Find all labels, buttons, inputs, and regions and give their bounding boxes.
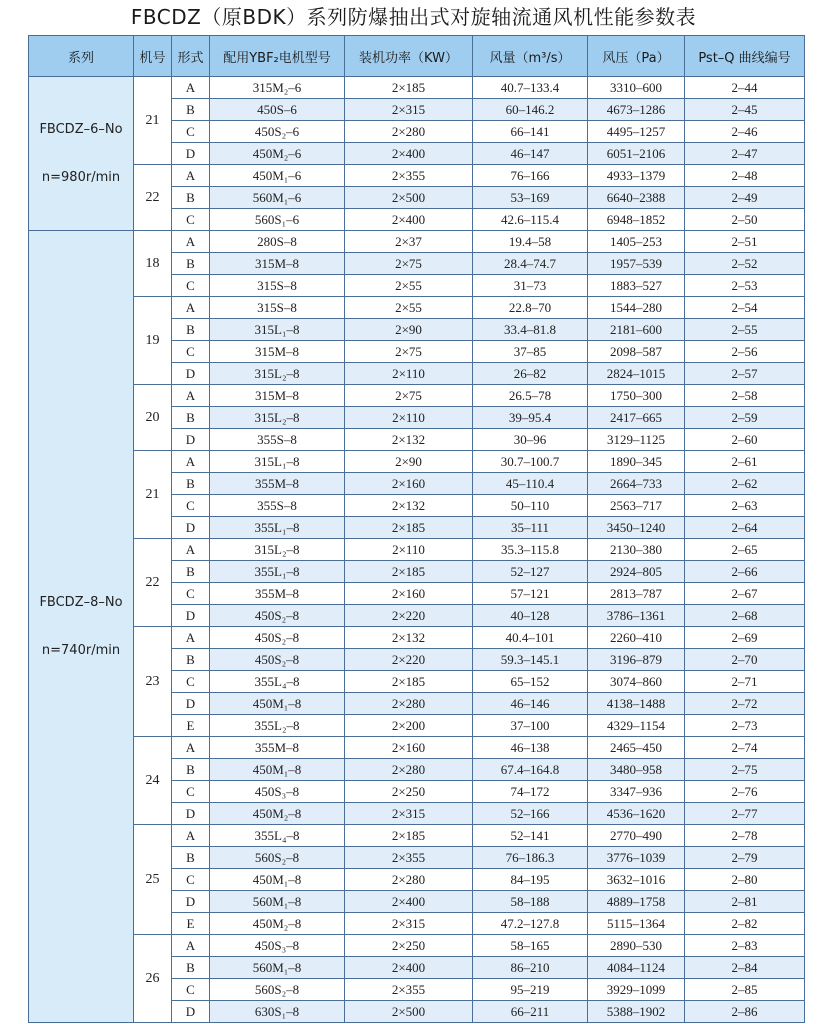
motor-cell: 450M₁–8 (210, 869, 345, 891)
power-cell: 2×55 (345, 297, 473, 319)
motor-cell: 355L₄–8 (210, 671, 345, 693)
motor-cell: 315M–8 (210, 385, 345, 407)
machine-no-cell: 21 (134, 451, 172, 539)
col-header-form: 形式 (172, 36, 210, 77)
power-cell: 2×355 (345, 847, 473, 869)
flow-cell: 86–210 (473, 957, 588, 979)
machine-no-cell: 19 (134, 297, 172, 385)
motor-cell: 560S₂–8 (210, 847, 345, 869)
pressure-cell: 5115–1364 (588, 913, 685, 935)
power-cell: 2×185 (345, 561, 473, 583)
curve-cell: 2–52 (685, 253, 805, 275)
form-cell: A (172, 825, 210, 847)
flow-cell: 59.3–145.1 (473, 649, 588, 671)
flow-cell: 40.4–101 (473, 627, 588, 649)
motor-cell: 450S–6 (210, 99, 345, 121)
motor-cell: 355L₂–8 (210, 715, 345, 737)
power-cell: 2×315 (345, 913, 473, 935)
table-row (29, 935, 805, 957)
curve-cell: 2–48 (685, 165, 805, 187)
motor-cell: 355M–8 (210, 583, 345, 605)
power-cell: 2×220 (345, 605, 473, 627)
curve-cell: 2–69 (685, 627, 805, 649)
flow-cell: 52–141 (473, 825, 588, 847)
pressure-cell: 3632–1016 (588, 869, 685, 891)
pressure-cell: 1405–253 (588, 231, 685, 253)
motor-cell: 560S₂–8 (210, 979, 345, 1001)
curve-cell: 2–47 (685, 143, 805, 165)
pressure-cell: 4329–1154 (588, 715, 685, 737)
motor-cell: 450S₂–6 (210, 121, 345, 143)
pressure-cell: 4536–1620 (588, 803, 685, 825)
form-cell: B (172, 847, 210, 869)
form-cell: D (172, 803, 210, 825)
motor-cell: 450M₁–8 (210, 693, 345, 715)
machine-no-cell: 26 (134, 935, 172, 1023)
form-cell: D (172, 891, 210, 913)
motor-cell: 315L₁–8 (210, 451, 345, 473)
pressure-cell: 2563–717 (588, 495, 685, 517)
flow-cell: 58–165 (473, 935, 588, 957)
machine-no-cell: 23 (134, 627, 172, 737)
form-cell: A (172, 627, 210, 649)
power-cell: 2×400 (345, 143, 473, 165)
curve-cell: 2–51 (685, 231, 805, 253)
pressure-cell: 3196–879 (588, 649, 685, 671)
form-cell: A (172, 77, 210, 99)
form-cell: D (172, 693, 210, 715)
flow-cell: 47.2–127.8 (473, 913, 588, 935)
flow-cell: 57–121 (473, 583, 588, 605)
flow-cell: 19.4–58 (473, 231, 588, 253)
flow-cell: 53–169 (473, 187, 588, 209)
pressure-cell: 2130–380 (588, 539, 685, 561)
motor-cell: 450S₂–8 (210, 605, 345, 627)
table-row (29, 825, 805, 847)
power-cell: 2×75 (345, 341, 473, 363)
curve-cell: 2–55 (685, 319, 805, 341)
flow-cell: 30.7–100.7 (473, 451, 588, 473)
col-header-power: 装机功率（KW） (345, 36, 473, 77)
form-cell: B (172, 561, 210, 583)
machine-no-cell: 24 (134, 737, 172, 825)
motor-cell: 355L₄–8 (210, 825, 345, 847)
flow-cell: 76–166 (473, 165, 588, 187)
flow-cell: 46–138 (473, 737, 588, 759)
motor-cell: 315M–8 (210, 341, 345, 363)
flow-cell: 30–96 (473, 429, 588, 451)
form-cell: D (172, 143, 210, 165)
flow-cell: 40–128 (473, 605, 588, 627)
form-cell: C (172, 275, 210, 297)
table-row (29, 627, 805, 649)
flow-cell: 74–172 (473, 781, 588, 803)
motor-cell: 560M₁–8 (210, 891, 345, 913)
power-cell: 2×400 (345, 209, 473, 231)
power-cell: 2×220 (345, 649, 473, 671)
curve-cell: 2–44 (685, 77, 805, 99)
flow-cell: 66–141 (473, 121, 588, 143)
motor-cell: 450M₁–8 (210, 759, 345, 781)
power-cell: 2×400 (345, 957, 473, 979)
motor-cell: 355M–8 (210, 473, 345, 495)
curve-cell: 2–46 (685, 121, 805, 143)
pressure-cell: 4673–1286 (588, 99, 685, 121)
motor-cell: 315S–8 (210, 297, 345, 319)
power-cell: 2×37 (345, 231, 473, 253)
motor-cell: 355L₁–8 (210, 517, 345, 539)
curve-cell: 2–86 (685, 1001, 805, 1023)
col-header-pressure: 风压（Pa） (588, 36, 685, 77)
motor-cell: 315S–8 (210, 275, 345, 297)
pressure-cell: 2824–1015 (588, 363, 685, 385)
form-cell: C (172, 979, 210, 1001)
form-cell: A (172, 385, 210, 407)
motor-cell: 280S–8 (210, 231, 345, 253)
curve-cell: 2–58 (685, 385, 805, 407)
form-cell: D (172, 1001, 210, 1023)
curve-cell: 2–68 (685, 605, 805, 627)
curve-cell: 2–79 (685, 847, 805, 869)
power-cell: 2×250 (345, 781, 473, 803)
machine-no-cell: 22 (134, 539, 172, 627)
form-cell: B (172, 957, 210, 979)
pressure-cell: 1957–539 (588, 253, 685, 275)
form-cell: B (172, 187, 210, 209)
form-cell: B (172, 759, 210, 781)
power-cell: 2×500 (345, 187, 473, 209)
series-name: FBCDZ–8–No (39, 594, 123, 610)
power-cell: 2×132 (345, 429, 473, 451)
motor-cell: 355L₁–8 (210, 561, 345, 583)
motor-cell: 315M–8 (210, 253, 345, 275)
power-cell: 2×75 (345, 253, 473, 275)
power-cell: 2×110 (345, 407, 473, 429)
pressure-cell: 2181–600 (588, 319, 685, 341)
curve-cell: 2–78 (685, 825, 805, 847)
flow-cell: 35–111 (473, 517, 588, 539)
pressure-cell: 1750–300 (588, 385, 685, 407)
pressure-cell: 4933–1379 (588, 165, 685, 187)
curve-cell: 2–77 (685, 803, 805, 825)
form-cell: C (172, 209, 210, 231)
pressure-cell: 1890–345 (588, 451, 685, 473)
curve-cell: 2–81 (685, 891, 805, 913)
motor-cell: 315L₁–8 (210, 319, 345, 341)
curve-cell: 2–85 (685, 979, 805, 1001)
form-cell: E (172, 913, 210, 935)
curve-cell: 2–49 (685, 187, 805, 209)
col-header-curve: Pst–Q 曲线编号 (685, 36, 805, 77)
table-row (29, 539, 805, 561)
pressure-cell: 3129–1125 (588, 429, 685, 451)
pressure-cell: 2664–733 (588, 473, 685, 495)
power-cell: 2×90 (345, 451, 473, 473)
form-cell: A (172, 539, 210, 561)
form-cell: A (172, 935, 210, 957)
form-cell: C (172, 869, 210, 891)
flow-cell: 46–146 (473, 693, 588, 715)
table-row (29, 77, 805, 99)
series-cell (29, 231, 134, 1023)
power-cell: 2×185 (345, 671, 473, 693)
power-cell: 2×90 (345, 319, 473, 341)
col-header-series: 系列 (29, 36, 134, 77)
form-cell: D (172, 605, 210, 627)
flow-cell: 22.8–70 (473, 297, 588, 319)
curve-cell: 2–72 (685, 693, 805, 715)
power-cell: 2×160 (345, 583, 473, 605)
motor-cell: 355S–8 (210, 429, 345, 451)
motor-cell: 450M₂–8 (210, 913, 345, 935)
curve-cell: 2–57 (685, 363, 805, 385)
motor-cell: 315L₂–8 (210, 407, 345, 429)
flow-cell: 60–146.2 (473, 99, 588, 121)
pressure-cell: 6051–2106 (588, 143, 685, 165)
form-cell: D (172, 517, 210, 539)
power-cell: 2×110 (345, 539, 473, 561)
table-header-row (29, 36, 805, 77)
machine-no-cell: 20 (134, 385, 172, 451)
pressure-cell: 3786–1361 (588, 605, 685, 627)
motor-cell: 355M–8 (210, 737, 345, 759)
flow-cell: 65–152 (473, 671, 588, 693)
power-cell: 2×110 (345, 363, 473, 385)
form-cell: E (172, 715, 210, 737)
flow-cell: 52–127 (473, 561, 588, 583)
pressure-cell: 6948–1852 (588, 209, 685, 231)
motor-cell: 450S₂–8 (210, 649, 345, 671)
curve-cell: 2–66 (685, 561, 805, 583)
flow-cell: 84–195 (473, 869, 588, 891)
table-row (29, 231, 805, 253)
motor-cell: 315L₂–8 (210, 363, 345, 385)
machine-no-cell: 18 (134, 231, 172, 297)
machine-no-cell: 25 (134, 825, 172, 935)
curve-cell: 2–75 (685, 759, 805, 781)
curve-cell: 2–76 (685, 781, 805, 803)
curve-cell: 2–56 (685, 341, 805, 363)
curve-cell: 2–50 (685, 209, 805, 231)
flow-cell: 50–110 (473, 495, 588, 517)
power-cell: 2×132 (345, 495, 473, 517)
table-row (29, 165, 805, 187)
form-cell: B (172, 473, 210, 495)
curve-cell: 2–74 (685, 737, 805, 759)
curve-cell: 2–59 (685, 407, 805, 429)
pressure-cell: 4889–1758 (588, 891, 685, 913)
series-speed: n=740r/min (41, 642, 121, 658)
curve-cell: 2–71 (685, 671, 805, 693)
form-cell: C (172, 583, 210, 605)
curve-cell: 2–80 (685, 869, 805, 891)
motor-cell: 450M₂–8 (210, 803, 345, 825)
flow-cell: 52–166 (473, 803, 588, 825)
flow-cell: 33.4–81.8 (473, 319, 588, 341)
power-cell: 2×315 (345, 99, 473, 121)
pressure-cell: 3347–936 (588, 781, 685, 803)
flow-cell: 40.7–133.4 (473, 77, 588, 99)
curve-cell: 2–60 (685, 429, 805, 451)
form-cell: C (172, 671, 210, 693)
pressure-cell: 3776–1039 (588, 847, 685, 869)
pressure-cell: 3929–1099 (588, 979, 685, 1001)
pressure-cell: 6640–2388 (588, 187, 685, 209)
power-cell: 2×132 (345, 627, 473, 649)
flow-cell: 39–95.4 (473, 407, 588, 429)
power-cell: 2×280 (345, 121, 473, 143)
pressure-cell: 4138–1488 (588, 693, 685, 715)
flow-cell: 31–73 (473, 275, 588, 297)
curve-cell: 2–83 (685, 935, 805, 957)
col-header-no: 机号 (134, 36, 172, 77)
table-row (29, 737, 805, 759)
pressure-cell: 1883–527 (588, 275, 685, 297)
power-cell: 2×185 (345, 825, 473, 847)
flow-cell: 45–110.4 (473, 473, 588, 495)
curve-cell: 2–73 (685, 715, 805, 737)
pressure-cell: 3480–958 (588, 759, 685, 781)
table-row (29, 385, 805, 407)
power-cell: 2×55 (345, 275, 473, 297)
power-cell: 2×280 (345, 759, 473, 781)
machine-no-cell: 21 (134, 77, 172, 165)
flow-cell: 37–85 (473, 341, 588, 363)
curve-cell: 2–61 (685, 451, 805, 473)
motor-cell: 560M₁–6 (210, 187, 345, 209)
form-cell: D (172, 363, 210, 385)
col-header-flow: 风量（m³/s） (473, 36, 588, 77)
flow-cell: 35.3–115.8 (473, 539, 588, 561)
curve-cell: 2–82 (685, 913, 805, 935)
motor-cell: 630S₁–8 (210, 1001, 345, 1023)
form-cell: B (172, 407, 210, 429)
pressure-cell: 2813–787 (588, 583, 685, 605)
power-cell: 2×160 (345, 737, 473, 759)
form-cell: A (172, 297, 210, 319)
power-cell: 2×280 (345, 693, 473, 715)
form-cell: B (172, 649, 210, 671)
pressure-cell: 3074–860 (588, 671, 685, 693)
form-cell: B (172, 319, 210, 341)
col-header-motor: 配用YBF₂电机型号 (210, 36, 345, 77)
pressure-cell: 2890–530 (588, 935, 685, 957)
form-cell: C (172, 341, 210, 363)
flow-cell: 76–186.3 (473, 847, 588, 869)
table-row (29, 451, 805, 473)
curve-cell: 2–54 (685, 297, 805, 319)
form-cell: D (172, 429, 210, 451)
series-speed: n=980r/min (41, 169, 121, 185)
flow-cell: 66–211 (473, 1001, 588, 1023)
power-cell: 2×185 (345, 77, 473, 99)
power-cell: 2×185 (345, 517, 473, 539)
performance-table (28, 35, 805, 1023)
series-name: FBCDZ–6–No (39, 121, 123, 137)
pressure-cell: 2098–587 (588, 341, 685, 363)
curve-cell: 2–53 (685, 275, 805, 297)
flow-cell: 58–188 (473, 891, 588, 913)
motor-cell: 450S₂–8 (210, 627, 345, 649)
form-cell: A (172, 737, 210, 759)
pressure-cell: 4084–1124 (588, 957, 685, 979)
flow-cell: 46–147 (473, 143, 588, 165)
flow-cell: 37–100 (473, 715, 588, 737)
curve-cell: 2–62 (685, 473, 805, 495)
form-cell: A (172, 165, 210, 187)
page-title: FBCDZ（原BDK）系列防爆抽出式对旋轴流通风机性能参数表 (130, 5, 697, 29)
power-cell: 2×500 (345, 1001, 473, 1023)
pressure-cell: 5388–1902 (588, 1001, 685, 1023)
motor-cell: 450M₂–6 (210, 143, 345, 165)
flow-cell: 28.4–74.7 (473, 253, 588, 275)
flow-cell: 26.5–78 (473, 385, 588, 407)
machine-no-cell: 22 (134, 165, 172, 231)
motor-cell: 450M₁–6 (210, 165, 345, 187)
form-cell: C (172, 781, 210, 803)
motor-cell: 355S–8 (210, 495, 345, 517)
curve-cell: 2–63 (685, 495, 805, 517)
power-cell: 2×250 (345, 935, 473, 957)
power-cell: 2×355 (345, 165, 473, 187)
power-cell: 2×280 (345, 869, 473, 891)
motor-cell: 315M₂–6 (210, 77, 345, 99)
series-cell (29, 77, 134, 231)
curve-cell: 2–67 (685, 583, 805, 605)
power-cell: 2×200 (345, 715, 473, 737)
curve-cell: 2–84 (685, 957, 805, 979)
form-cell: B (172, 99, 210, 121)
pressure-cell: 2260–410 (588, 627, 685, 649)
motor-cell: 450S₃–8 (210, 935, 345, 957)
flow-cell: 26–82 (473, 363, 588, 385)
motor-cell: 315L₂–8 (210, 539, 345, 561)
power-cell: 2×355 (345, 979, 473, 1001)
form-cell: A (172, 231, 210, 253)
form-cell: B (172, 253, 210, 275)
flow-cell: 42.6–115.4 (473, 209, 588, 231)
motor-cell: 450S₃–8 (210, 781, 345, 803)
power-cell: 2×160 (345, 473, 473, 495)
curve-cell: 2–64 (685, 517, 805, 539)
pressure-cell: 3310–600 (588, 77, 685, 99)
flow-cell: 95–219 (473, 979, 588, 1001)
power-cell: 2×315 (345, 803, 473, 825)
pressure-cell: 3450–1240 (588, 517, 685, 539)
motor-cell: 560M₁–8 (210, 957, 345, 979)
pressure-cell: 2924–805 (588, 561, 685, 583)
motor-cell: 560S₁–6 (210, 209, 345, 231)
curve-cell: 2–45 (685, 99, 805, 121)
pressure-cell: 2417–665 (588, 407, 685, 429)
pressure-cell: 2465–450 (588, 737, 685, 759)
pressure-cell: 2770–490 (588, 825, 685, 847)
table-row (29, 297, 805, 319)
power-cell: 2×75 (345, 385, 473, 407)
form-cell: C (172, 495, 210, 517)
curve-cell: 2–70 (685, 649, 805, 671)
form-cell: A (172, 451, 210, 473)
flow-cell: 67.4–164.8 (473, 759, 588, 781)
form-cell: C (172, 121, 210, 143)
curve-cell: 2–65 (685, 539, 805, 561)
pressure-cell: 1544–280 (588, 297, 685, 319)
power-cell: 2×400 (345, 891, 473, 913)
pressure-cell: 4495–1257 (588, 121, 685, 143)
